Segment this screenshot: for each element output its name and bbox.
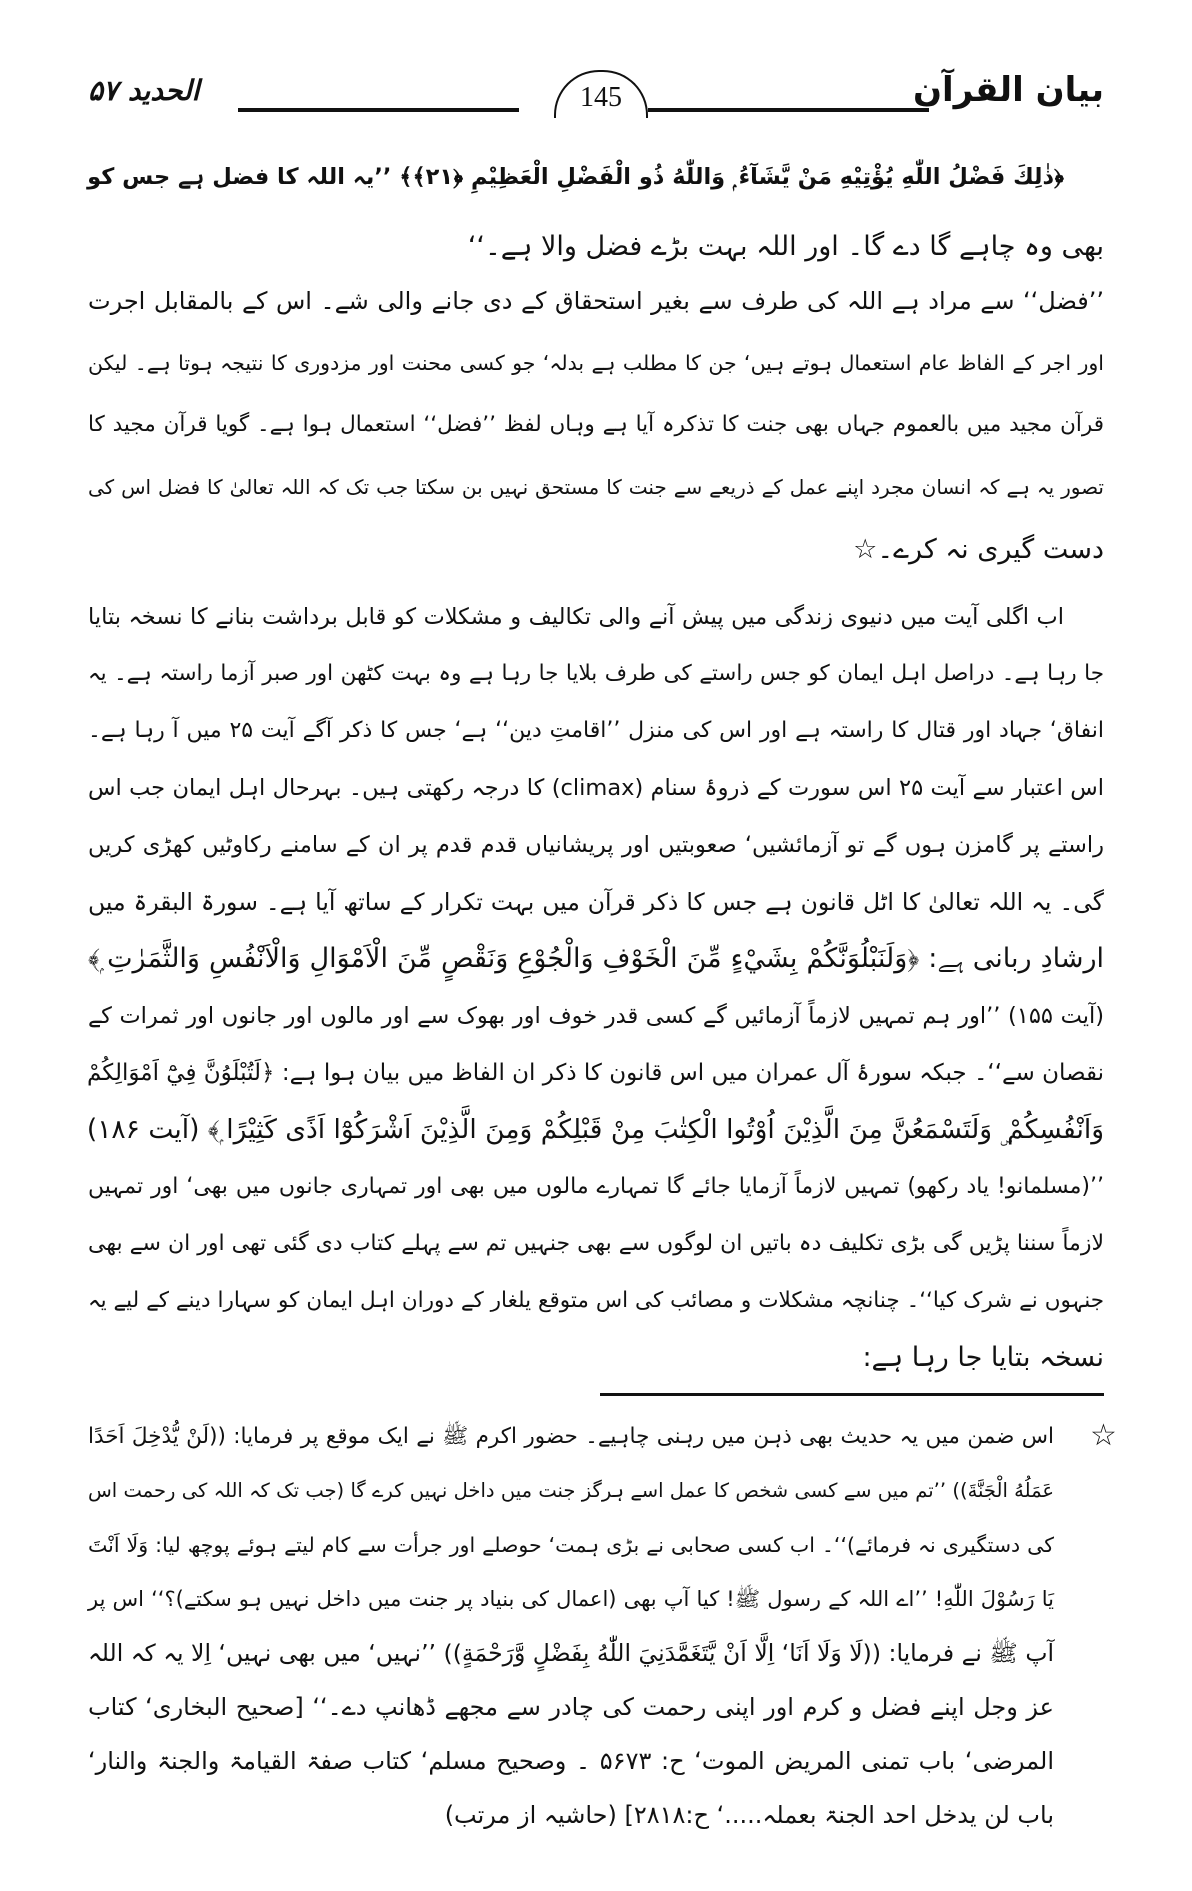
text-line: اور اجر کے الفاظ عام استعمال ہوتے ہیں‘ جن کا مطلب ہے بدلہ‘ جو کسی محنت اور مزدوری کا نتیجہ ہوتا ہے۔ لیکن [88,351,1104,375]
text-line: جنہوں نے شرک کیا‘‘۔ چنانچہ مشکلات و مصائب کی اس متوقع یلغار کے دوران اہل ایمان کو سہارا دینے کے لیے یہ [88,1288,1104,1313]
footnote-line: اس ضمن میں یہ حدیث بھی ذہن میں رہنی چاہیے۔ حضور اکرم ﷺ نے ایک موقع پر فرمایا: ((لَنْ يُّدْخِلَ اَحَدًا [88,1424,1054,1449]
text-line: (آیت ۱۵۵) ’’اور ہم تمہیں لازماً آزمائیں گے کسی قدر خوف اور بھوک سے اور مالوں اور جانوں اور ثمرات کے [88,1003,1105,1029]
text-line: دست گیری نہ کرے۔☆ [853,534,1104,565]
text-line: تصور یہ ہے کہ انسان مجرد اپنے عمل کے ذریعے سے جنت کا مستحق نہیں بن سکتا جب تک کہ اللہ تعالیٰ کا فضل اس کی [88,475,1104,499]
text-line: راستے پر گامزن ہوں گے تو آزمائشیں‘ صعوبتیں اور پریشانیاں قدم قدم پر ان کے سامنے رکاوٹیں کھڑی کریں [88,832,1104,858]
footnote-line: آپ ﷺ نے فرمایا: ((لَا وَلَا اَنَا‘ اِلَّا اَنْ يَّتَغَمَّدَنِيَ اللّٰهُ بِفَضْلٍ وَّرَحْمَةٍ)) ’’نہیں‘ میں بھی نہیں‘ اِلا یہ کہ اللہ [88,1639,1054,1667]
book-title: بیان القرآن [913,70,1104,110]
footnote-separator [600,1393,1104,1396]
footnote-star-icon: ☆ [1090,1418,1117,1453]
text-line: اس اعتبار سے آیت ۲۵ اس سورت کے ذروۂ سنام (climax) کا درجہ رکھتی ہیں۔ بہرحال اہل ایمان جب اس [88,775,1104,801]
text-line: بھی وہ چاہے گا دے گا۔ اور اللہ بہت بڑے فضل والا ہے۔‘‘ [467,231,1104,262]
text-line: لازماً سننا پڑیں گی بڑی تکلیف دہ باتیں ان لوگوں سے بھی جنہیں تم سے پہلے کتاب دی گئی تھی اور ان سے بھی [88,1231,1104,1256]
running-header [88,70,1104,130]
header-rule-right [648,108,929,112]
footnote-line: کی دستگیری نہ فرمائے)‘‘۔ اب کسی صحابی نے بڑی ہمت‘ حوصلے اور جرأت سے کام لیتے ہوئے پوچھ لیا: وَلَا اَنْتَ [88,1533,1054,1557]
text-line: اب اگلی آیت میں دنیوی زندگی میں پیش آنے والی تکالیف و مشکلات کو قابل برداشت بنانے کا نسخہ بتایا [88,604,1064,630]
text-line: نقصان سے‘‘۔ جبکہ سورۂ آل عمران میں اس قانون کا ذکر ان الفاظ میں بیان ہوا ہے: ﴿لَتُبْلَوُنَّ فِيْٓ اَمْوَالِكُمْ [86,1060,1104,1086]
page-number: 145 [554,70,648,118]
surah-reference: الحدید ۵۷ [88,74,200,107]
text-line: ’’فضل‘‘ سے مراد ہے اللہ کی طرف سے بغیر استحقاق کے دی جانے والی شے۔ اس کے بالمقابل اجرت [88,287,1104,315]
footnote-line: يَا رَسُوْلَ اللّٰهِ! ’’اے اللہ کے رسول ﷺ! کیا آپ بھی (اعمال کی بنیاد پر جنت میں داخل نہیں ہو سکتے)؟‘‘ اس پر [88,1587,1054,1611]
text-line: ارشادِ ربانی ہے: ﴿وَلَنَبْلُوَنَّكُمْ بِشَيْءٍ مِّنَ الْخَوْفِ وَالْجُوْعِ وَنَقْصٍ مِّنَ الْاَمْوَالِ وَالْاَنْفُسِ وَالثَّمَرٰتِ ۭ﴾ [88,943,1104,974]
text-line: گی۔ یہ اللہ تعالیٰ کا اٹل قانون ہے جس کا ذکر قرآن میں بہت تکرار کے ساتھ آیا ہے۔ سورۃ البقرۃ میں [88,888,1104,916]
text-line: انفاق‘ جہاد اور قتال کا راستہ ہے اور اس کی منزل ’’اقامتِ دین‘‘ ہے‘ جس کا ذکر آگے آیت ۲۵ میں آ رہا ہے۔ [88,718,1104,743]
header-rule-left [238,108,519,112]
footnote-line: عز وجل اپنے فضل و کرم اور اپنی رحمت کی چادر سے مجھے ڈھانپ دے۔‘‘ [صحیح البخاری‘ کتاب [88,1693,1054,1721]
text-line: جا رہا ہے۔ دراصل اہل ایمان کو جس راستے کی طرف بلایا جا رہا ہے وہ بہت کٹھن اور صبر آزما راستہ ہے۔ یہ [88,661,1104,686]
text-line: ’’(مسلمانو! یاد رکھو) تمہیں لازماً آزمایا جائے گا تمہارے مالوں میں بھی اور تمہاری جانوں میں بھی‘ اور تمہیں [88,1174,1104,1199]
text-line: قرآن مجید میں بالعموم جہاں بھی جنت کا تذکرہ آیا ہے وہاں لفظ ’’فضل‘‘ استعمال ہوا ہے۔ گویا قرآن مجید کا [88,412,1104,437]
text-line: ﴿ذٰلِكَ فَضْلُ اللّٰهِ يُؤْتِيْهِ مَنْ يَّشَآءُ ۭ وَاللّٰهُ ذُو الْفَضْلِ الْعَظِيْمِ ﴿۲۱﴾﴾ ’’یہ اللہ کا فضل ہے جس کو [87,164,1064,190]
footnote-line: عَمَلُهُ الْجَنَّةَ)) ’’تم میں سے کسی شخص کا عمل اسے ہرگز جنت میں داخل نہیں کرے گا (جب تک کہ اللہ کی رحمت اس [88,1479,1054,1502]
footnote-line: باب لن یدخل احد الجنۃ بعملہ.....‘ ح:۲۸۱۸] (حاشیہ از مرتب) [444,1801,1054,1829]
footnote-line: المرضی‘ باب تمنی المریض الموت‘ ح: ۵۶۷۳ ۔ وصحیح مسلم‘ کتاب صفۃ القیامۃ والجنۃ والنار‘ [88,1747,1055,1775]
text-line: وَاَنْفُسِكُمْ ۣ وَلَتَسْمَعُنَّ مِنَ الَّذِيْنَ اُوْتُوا الْكِتٰبَ مِنْ قَبْلِكُمْ وَمِنَ الَّذِيْنَ اَشْرَكُوْٓا اَذًى كَثِيْرًا ۭ﴾ (آیت ۱۸۶) [86,1114,1104,1145]
text-line: نسخہ بتایا جا رہا ہے: [862,1342,1104,1373]
